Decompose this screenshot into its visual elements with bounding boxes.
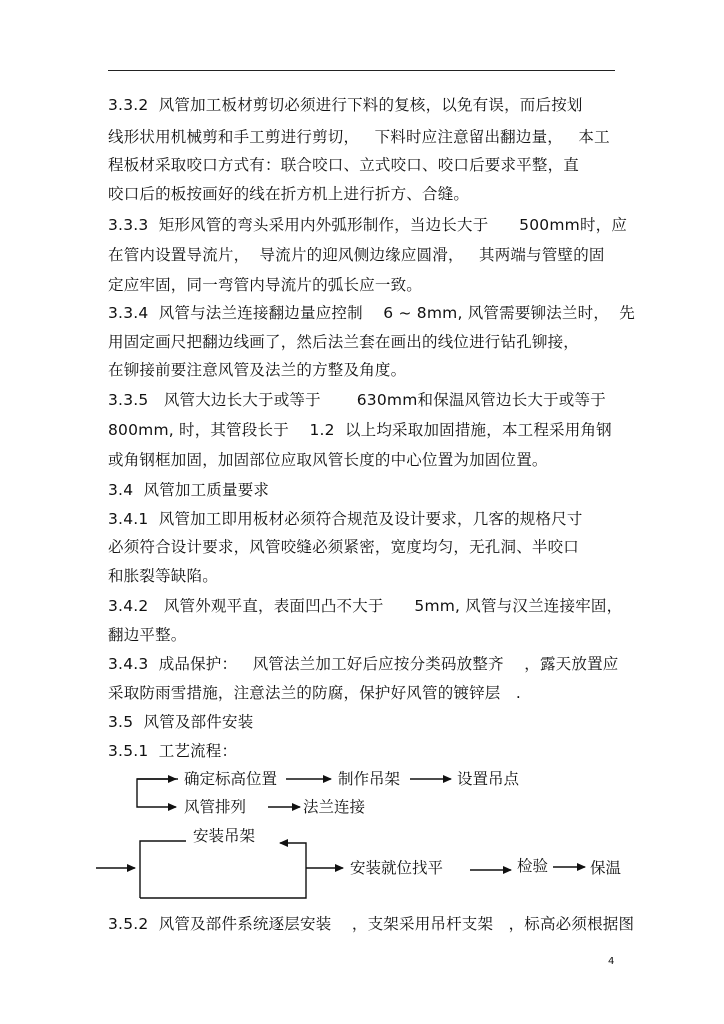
flow-step-set-hang-points: 设置吊点 <box>457 770 520 788</box>
text-line: 3.3.4 风管与法兰连接翻边量应控制 6 ~ 8mm, 风管需要铆法兰时， 先 <box>108 304 635 322</box>
flow-frame <box>140 843 306 898</box>
text-line: 3.3.5 风管大边长大于或等于 630mm和保温风管边长大于或等于 <box>108 391 606 409</box>
text-line: 3.4.2 风管外观平直，表面凹凸不大于 5mm, 风管与汉兰连接牢固， <box>108 597 623 615</box>
text-line: 3.4.1 风管加工即用板材必须符合规范及设计要求，几客的规格尺寸 <box>108 510 583 528</box>
flow-frame <box>140 841 186 898</box>
text-line: 3.4.3 成品保护： 风管法兰加工好后应按分类码放整齐 ，露天放置应 <box>108 655 619 673</box>
text-line: 3.3.2 风管加工板材剪切必须进行下料的复核，以免有误，而后按划 <box>108 96 583 114</box>
section-heading: 3.5 风管及部件安装 <box>108 713 254 731</box>
text-line: 采取防雨雪措施，注意法兰的防腐，保护好风管的镀锌层 . <box>108 684 522 702</box>
branch-connector <box>137 779 178 807</box>
flow-step-make-hanger: 制作吊架 <box>338 770 401 788</box>
text-line: 用固定画尺把翻边线画了，然后法兰套在画出的线位进行钻孔铆接， <box>108 333 580 351</box>
flow-step-determine-elevation: 确定标高位置 <box>184 770 278 788</box>
text-line: 线形状用机械剪和手工剪进行剪切， 下料时应注意留出翻边量， 本工 <box>108 128 610 146</box>
text-line: 在管内设置导流片， 导流片的迎风侧边缘应圆滑， 其两端与管壁的固 <box>108 246 605 264</box>
text-line: 翻边平整。 <box>108 626 187 644</box>
text-line: 咬口后的板按画好的线在折方机上进行折方、合缝。 <box>108 185 470 203</box>
flow-step-inspection: 检验 <box>517 857 549 875</box>
text-line: 定应牢固，同一弯管内导流片的弧长应一致。 <box>108 276 423 294</box>
flow-step-install-level: 安装就位找平 <box>350 859 444 877</box>
flow-step-flange-connection: 法兰连接 <box>303 798 366 816</box>
text-line: 程板材采取咬口方式有：联合咬口、立式咬口、咬口后要求平整，直 <box>108 156 580 174</box>
text-line: 在铆接前要注意风管及法兰的方整及角度。 <box>108 361 407 379</box>
section-heading: 3.4 风管加工质量要求 <box>108 481 270 499</box>
flow-step-insulation: 保温 <box>590 859 622 877</box>
text-line: 3.3.3 矩形风管的弯头采用内外弧形制作，当边长大于 500mm时，应 <box>108 216 628 234</box>
text-line: 3.5.1 工艺流程： <box>108 742 238 760</box>
text-line: 和胀裂等缺陷。 <box>108 567 218 585</box>
text-line: 必须符合设计要求，风管咬缝必须紧密，宽度均匀，无孔洞、半咬口 <box>108 538 580 556</box>
flow-step-install-hanger: 安装吊架 <box>193 827 256 845</box>
flow-step-arrange-duct: 风管排列 <box>184 798 247 816</box>
text-line: 800mm, 时，其管段长于 1.2 以上均采取加固措施，本工程采用角钢 <box>108 421 612 439</box>
text-line: 或角钢框加固，加固部位应取风管长度的中心位置为加固位置。 <box>108 451 548 469</box>
page-number: 4 <box>608 956 615 967</box>
text-line: 3.5.2 风管及部件系统逐层安装 ，支架采用吊杆支架 ，标高必须根据图 <box>108 915 635 933</box>
